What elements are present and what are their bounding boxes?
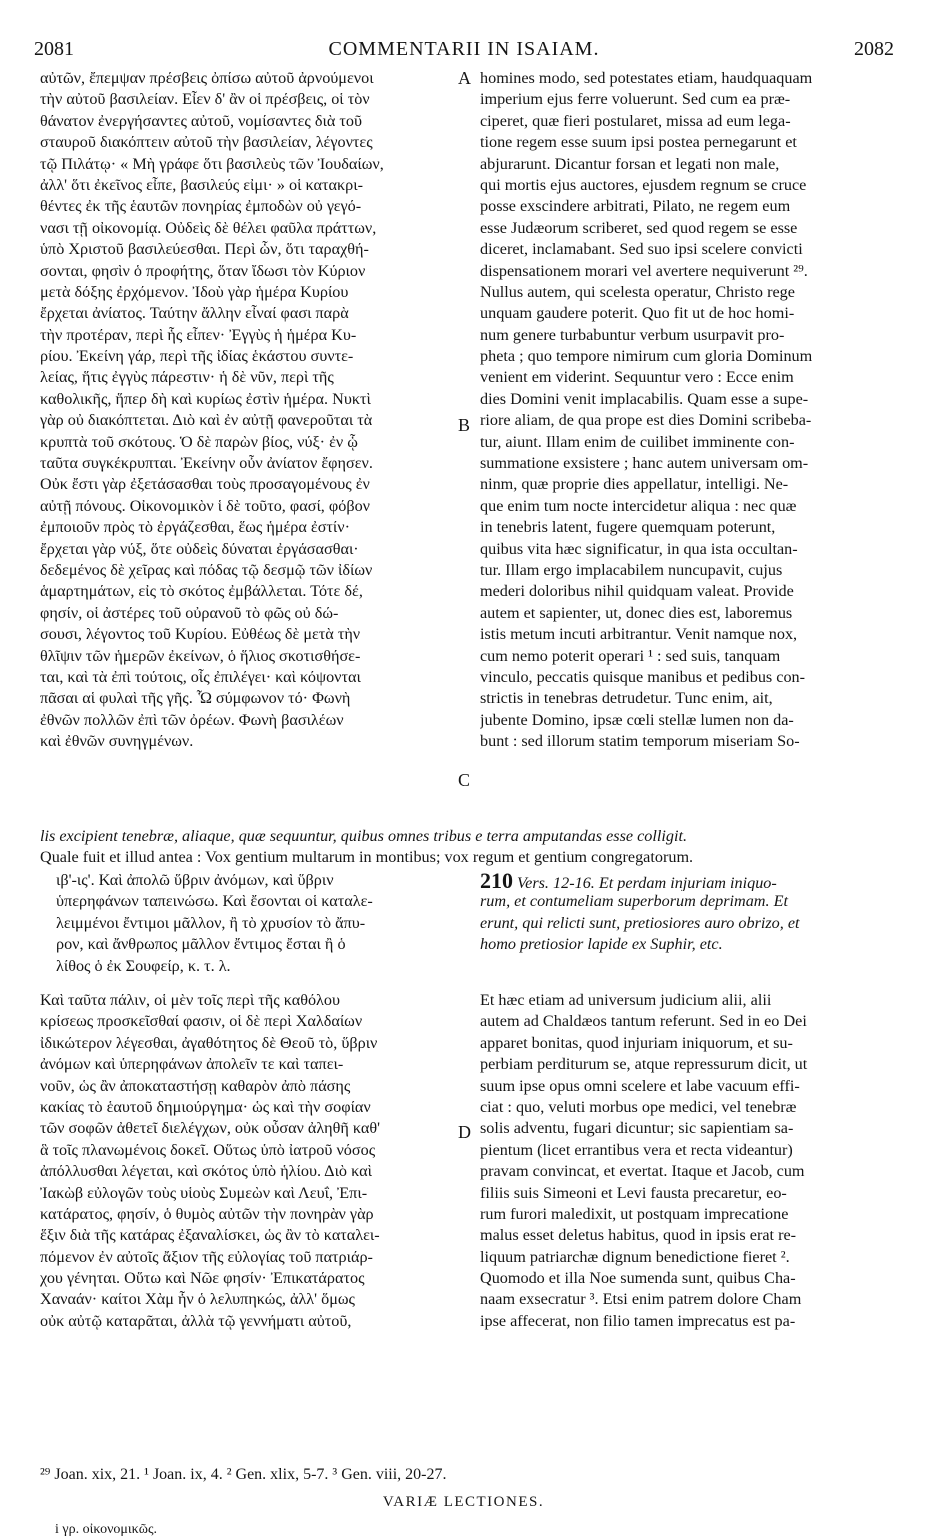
greek-top-line: καὶ ἐθνῶν συνηγμένων.	[40, 732, 194, 751]
greek-bottom-line: κακίας τὸ ἑαυτοῦ δημιούργημα· ὡς καὶ τὴν σοφίαν	[40, 1097, 371, 1116]
latin-bottom-line: Et hæc etiam ad universum judicium alii, alii	[480, 991, 772, 1009]
latin-top-line: vinculo, peccatis quisque manibus et pedibus con-	[480, 667, 806, 686]
greek-top-line: νασι τῇ οἰκονομίᾳ. Οὐδεὶς δὲ θέλει φαῦλα πράττων,	[40, 218, 377, 237]
greek-top-line: σταυροῦ διακόπτειν αὐτοῦ τὴν βασιλείαν, λέγοντες	[40, 133, 373, 152]
verse-latin-line-1	[480, 870, 892, 891]
greek-top-line: κρυπτὰ τοῦ σκότους. Ὁ δὲ παρὼν βίος, νύξ· ἐν ᾧ	[40, 432, 358, 451]
latin-top-line: bunt : sed illorum statim temporum miseriam So-	[480, 732, 800, 751]
running-title: COMMENTARII IN ISAIAM.	[328, 38, 600, 60]
latin-bottom-line: ipse affecerat, non filio tamen imprecatus est pa-	[480, 1311, 796, 1330]
latin-top-line: num genere turbabuntur verbum usurpavit pro-	[480, 325, 785, 344]
greek-top-line: Οὐκ ἔστι γὰρ ἐξετάσασθαι τοὺς προσαγομένους ἐν	[40, 475, 370, 494]
greek-top-line: πᾶσαι αἱ φυλαὶ τῆς γῆς. Ὧ σύμφωνον τό· Φωνὴ	[40, 689, 351, 708]
latin-top-line: Nullus autem, qui scelesta operatur, Christo rege	[480, 282, 795, 301]
latin-top-line: pheta ; quo tempore nimirum cum gloria Dominum	[480, 347, 813, 366]
latin-top-line: que enim tum nocte intercidetur aliqua : nec quæ	[480, 496, 797, 515]
greek-top-line: ταῦτα συγκέκρυπται. Ἐκείνην οὖν ἀνίατον ἔφησεν.	[40, 454, 373, 473]
latin-bottom-line: naam exsecratur ³. Etsi enim patrem dolore Cham	[480, 1290, 802, 1309]
greek-bottom-line: ἰδικώτερον λέγεσθαι, ἀγαθότητος δὲ Θεοῦ τὸ, ὕβριν	[40, 1033, 378, 1052]
latin-top-line: homines modo, sed potestates etiam, haudquaquam	[480, 69, 813, 87]
greek-top-line: δεδεμένος δὲ χεῖρας καὶ πόδας τῷ δεσμῷ τῶν ἰδίων	[40, 560, 373, 579]
greek-bottom-line: Καὶ ταῦτα πάλιν, οἱ μὲν τοῖς περὶ τῆς καθόλου	[40, 991, 341, 1009]
full-width-text-1: lis excipient tenebræ, aliaque, quæ sequuntur, quibus omnes tribus e terra amputandas esse colligit.	[40, 827, 688, 845]
greek-top-line: ἁμαρτημάτων, εἰς τὸ σκότος ἐμβάλλεται. Τότε δέ,	[40, 582, 363, 601]
variae-lectiones-heading: VARIÆ LECTIONES.	[382, 1494, 545, 1510]
latin-top-line: tur. Illam ergo implacabilem nuncupavit, cujus	[480, 560, 783, 579]
greek-bottom-line: ἀνόμων καὶ ὑπερηφάνων ἀπολεῖν τε καὶ ταπει-	[40, 1055, 344, 1074]
greek-top-line: καθολικῆς, ἥπερ δὴ καὶ κυρίως ἐστὶν ἡμέρα. Νυκτὶ	[40, 389, 371, 408]
latin-column-top	[480, 68, 892, 753]
latin-top-line: abjurarunt. Dicantur forsan et legati non male,	[480, 154, 780, 173]
verse-latin	[480, 870, 892, 956]
greek-top-line: θάνατον ἐνεργήσαντες αὐτοῦ, νομίσαντες διὰ τοῦ	[40, 111, 362, 130]
greek-top-line: σουσι, λέγοντος τοῦ Κυρίου. Εὐθέως δὲ μετὰ τὴν	[40, 625, 361, 644]
verse-greek-line: ὑπερηφάνων ταπεινώσω. Καὶ ἔσονται οἱ καταλε-	[56, 892, 373, 911]
greek-bottom-line: κρίσεως προσκεῖσθαί φασιν, οἱ δὲ περὶ Χαλδαίων	[40, 1012, 363, 1031]
full-width-line-2	[40, 847, 890, 868]
full-width-line-1	[40, 826, 890, 847]
greek-top-line: τὴν αὐτοῦ βασιλείαν. Εἶεν δ' ἂν οἱ πρέσβεις, οἱ τὸν	[40, 90, 370, 109]
greek-bottom-line: ἃ τοῖς πλανωμένοις δοκεῖ. Οὕτως ὑπὸ ἰατροῦ νόσος	[40, 1140, 376, 1159]
greek-top-line: ὑπὸ Χριστοῦ βασιλεύεσθαι. Περὶ ὧν, ὅτι ταραχθή-	[40, 240, 369, 259]
verse-latin-line-4: homo pretiosior lapide ex Suphir, etc.	[480, 935, 723, 954]
latin-bottom-line: pientum (licet errantibus vera et recta videantur)	[480, 1140, 793, 1159]
latin-top-line: cum nemo poterit operari ¹ : sed suis, tanquam	[480, 646, 781, 665]
latin-top-line: istis metum incuti arbitrantur. Venit namque nox,	[480, 625, 798, 644]
verse-greek-line: λειμμένοι ἔντιμοι μᾶλλον, ἢ τὸ χρυσίον τὸ ἄπυ-	[56, 913, 366, 932]
latin-bottom-line: perbiam perditurum se, atque repressurum dicit, ut	[480, 1055, 808, 1074]
greek-bottom-line: κατάρατος, φησίν, ὁ θυμὸς αὐτῶν τὴν πονηρὰν γὰρ	[40, 1204, 374, 1223]
greek-top-line: αὐτῇ πόνους. Οἰκονομικὸν ἱ δὲ τοῦτο, φασί, φόβον	[40, 496, 370, 515]
latin-bottom-line: Quomodo et illa Noe sumenda sunt, quibus Cha-	[480, 1269, 796, 1288]
latin-bottom-line: ciat : quo, veluti morbus ope medici, vel tenebræ	[480, 1097, 797, 1116]
latin-top-line: venient em viderint. Sequuntur vero : Ecce enim	[480, 368, 794, 387]
full-width-text-2: Quale fuit et illud antea : Vox gentium multarum in montibus; vox regum et gentium congregatorum.	[40, 848, 694, 866]
greek-top-line: γὰρ οὐ διακόπτεται. Διὸ καὶ ἐν αὐτῇ φανεροῦται τὰ	[40, 411, 373, 430]
greek-top-line: αὐτῶν, ἔπεμψαν πρέσβεις ὀπίσω αὐτοῦ ἀρνούμενοι	[40, 69, 374, 87]
verse-greek-line: ιβ'-ις'. Καὶ ἀπολῶ ὕβριν ἀνόμων, καὶ ὕβριν	[56, 871, 334, 889]
latin-bottom-line: malus esset deletus habitus, quod in ipsis erat re-	[480, 1226, 797, 1245]
latin-top-line: mederi doloribus nihil quidquam valeat. Provide	[480, 582, 794, 601]
latin-top-line: unquam gaudere poterit. Quo fit ut de hoc homi-	[480, 304, 795, 323]
latin-top-line: qui mortis ejus auctores, ejusdem regnum se cruce	[480, 175, 807, 194]
greek-bottom-line: πόμενον ἐν αὐτοῖς ἄξιον τῆς εὐλογίας τοῦ πατριάρ-	[40, 1247, 373, 1266]
verse-greek-line: ρον, καὶ ἄνθρωπος μᾶλλον ἔντιμος ἔσται ἢ ὁ	[56, 935, 346, 954]
verse-latin-line-3: erunt, qui relicti sunt, pretiosiores auro obrizo, et	[480, 913, 800, 932]
page-number-left: 2081	[34, 38, 74, 60]
greek-bottom-line: ἕξιν διὰ τῆς κατάρας ἐξαναλίσκει, ὡς ἂν τὸ καταλει-	[40, 1226, 380, 1245]
greek-bottom-line: ἀπόλλυσθαι λέγεται, καὶ σκότος ὑπὸ ἡλίου. Διὸ καὶ	[40, 1162, 372, 1181]
latin-top-line: summatione exsistere ; hanc autem universam om-	[480, 454, 809, 473]
latin-bottom-line: rum furori maledixit, ut postquam imprecatione	[480, 1204, 789, 1223]
latin-top-line: autem et sapienter, ut, donec dies est, laboremus	[480, 603, 793, 622]
latin-top-line: in tenebris latent, fugere quemquam poterunt,	[480, 518, 776, 537]
greek-column-top	[40, 68, 458, 753]
greek-bottom-line: Χαναάν· καίτοι Χὰμ ἦν ὁ λελυπηκώς, ἀλλ' ὅμως	[40, 1290, 355, 1309]
greek-top-line: τὴν προτέραν, περὶ ἧς εἶπεν· Ἐγγὺς ἡ ἡμέρα Κυ-	[40, 325, 357, 344]
greek-top-line: σονται, φησὶν ὁ προφήτης, ὅταν ἴδωσι τὸν Κύριον	[40, 261, 366, 280]
margin-letter-d: D	[458, 1122, 471, 1142]
latin-top-line: esse Judæorum scriberet, sed quod regem se esse	[480, 218, 798, 237]
latin-bottom-line: solis adventu, fugari dicuntur; sic sapientiam sa-	[480, 1119, 794, 1138]
latin-top-line: strictis in tenebras detrudetur. Tunc enim, ait,	[480, 689, 773, 708]
greek-top-line: ἔρχεται γὰρ νύξ, ὅτε οὐδεὶς δύναται ἐργάσασθαι·	[40, 539, 359, 558]
greek-top-line: ται, καὶ τὰ ἐπὶ τούτοις, οἷς ἐπιλέγει· καὶ κόψονται	[40, 667, 361, 686]
margin-letter-a: A	[458, 68, 471, 88]
latin-top-line: imperium ejus ferre voluerunt. Sed cum ea præ-	[480, 90, 791, 109]
section-number: 210	[480, 870, 513, 892]
verse-latin-line-2: rum, et contumeliam superborum deprimam. Et	[480, 892, 788, 911]
latin-top-line: tur, aiunt. Illam enim de cuilibet imminente con-	[480, 432, 795, 451]
greek-top-line: ἀλλ' ὅτι ἐκεῖνος εἶπε, βασιλεύς εἰμι· » οἱ κατακρι-	[40, 175, 363, 194]
latin-column-bottom	[480, 990, 892, 1332]
verse-latin-heading: Vers. 12-16. Et perdam injuriam iniquo-	[517, 874, 777, 892]
greek-top-line: θλῖψιν τῶν ἡμερῶν ἐκείνων, ὁ ἥλιος σκοτισθήσε-	[40, 646, 361, 665]
greek-top-line: τῷ Πιλάτῳ· « Μὴ γράφε ὅτι βασιλεὺς τῶν Ἰουδαίων,	[40, 154, 384, 173]
latin-bottom-line: apparet bonitas, quod injuriam iniquorum, et su-	[480, 1033, 793, 1052]
greek-top-line: φησίν, οἱ ἀστέρες τοῦ οὐρανοῦ τὸ φῶς οὐ δώ-	[40, 603, 339, 622]
greek-bottom-line: νοῦν, ὡς ἂν ἀποκαταστήσῃ καθαρὸν ἀπὸ πάσης	[40, 1076, 351, 1095]
latin-top-line: ciperet, quæ fieri postularet, missa ad eum lega-	[480, 111, 791, 130]
greek-bottom-line: τῶν σοφῶν ἀθετεῖ διελέγχων, οὐκ οὖσαν ἀληθῆ καθ'	[40, 1119, 381, 1138]
latin-top-line: tione regem esse suum ipsi postea pernegarunt et	[480, 133, 797, 152]
greek-column-bottom	[40, 990, 458, 1332]
footnotes: ²⁹ Joan. xix, 21. ¹ Joan. ix, 4. ² Gen. xlix, 5-7. ³ Gen. viii, 20-27.	[40, 1466, 447, 1483]
greek-top-line: ἐθνῶν πολλῶν ἐπὶ τῶν ὀρέων. Φωνὴ βασιλέων	[40, 710, 344, 729]
latin-top-line: diceret, inclamabant. Sed suo ipsi scelere convicti	[480, 240, 803, 259]
latin-top-line: quibus vita hæc significatur, in qua ista occultan-	[480, 539, 798, 558]
greek-bottom-line: Ἰακὼβ εὐλογῶν τοὺς υἱοὺς Συμεὼν καὶ Λευΐ, Ἐπι-	[40, 1183, 368, 1202]
latin-bottom-line: liquum patriarchæ dignum benedictione fieret ².	[480, 1247, 790, 1266]
greek-top-line: ἐμποιοῦν πρὸς τὸ ἐργάζεσθαι, ἕως ἡμέρα ἐστίν·	[40, 518, 350, 537]
latin-bottom-line: suum ipse opus omni scelere et labe vacuum effi-	[480, 1076, 800, 1095]
verse-greek-line: λίθος ὁ ἐκ Σουφείρ, κ. τ. λ.	[56, 956, 231, 975]
latin-top-line: dies Domini venit implacabilis. Quam esse a supe-	[480, 389, 809, 408]
latin-bottom-line: autem ad Chaldæos tantum referunt. Sed in eo Dei	[480, 1012, 807, 1031]
greek-bottom-line: χου γένηται. Οὕτω καὶ Νῶε φησίν· Ἐπικατάρατος	[40, 1269, 365, 1288]
latin-bottom-line: filiis suis Simeoni et Levi fausta precaretur, eo-	[480, 1183, 787, 1202]
page-header	[34, 38, 894, 66]
latin-top-line: dispensationem morari vel avertere nequiverunt ²⁹.	[480, 261, 808, 280]
greek-top-line: ἔρχεται ἀνίατος. Ταύτην ἄλλην εἶναί φασι παρὰ	[40, 304, 349, 323]
verse-greek	[56, 870, 458, 977]
latin-top-line: riore aliam, de qua prope est dies Domini scribeba-	[480, 411, 812, 430]
page-number-right: 2082	[854, 38, 894, 60]
greek-top-line: λείας, ἥτις ἐγγὺς πάρεστιν· ἡ δὲ νῦν, περὶ τῆς	[40, 368, 334, 387]
variae-lectiones-line: i γρ. οἰκονομικῶς.	[55, 1522, 157, 1537]
greek-bottom-line: οὐκ αὐτῷ καταρᾶται, ἀλλὰ τῷ γεννήματι αὐτοῦ,	[40, 1311, 352, 1330]
margin-letter-b: B	[458, 415, 471, 435]
latin-top-line: posse exscindere arbitrati, Pilato, ne regem eum	[480, 197, 791, 216]
latin-bottom-line: pravam convincat, et evertat. Itaque et Jacob, cum	[480, 1162, 805, 1181]
greek-top-line: μετὰ δόξης ἐρχόμενον. Ἰδοὺ γὰρ ἡμέρα Κυρίου	[40, 282, 349, 301]
latin-top-line: ninm, quæ proprie dies appellatur, intelligi. Ne-	[480, 475, 789, 494]
latin-top-line: jubente Domino, ipsæ cœli stellæ lumen non da-	[480, 710, 794, 729]
margin-letter-c: C	[458, 770, 471, 790]
greek-top-line: θέντες ἐκ τῆς ἑαυτῶν πονηρίας ἐμποδὼν οὐ γεγό-	[40, 197, 362, 216]
greek-top-line: ρίου. Ἐκείνη γάρ, περὶ τῆς ἰδίας ἑκάστου συντε-	[40, 347, 354, 366]
